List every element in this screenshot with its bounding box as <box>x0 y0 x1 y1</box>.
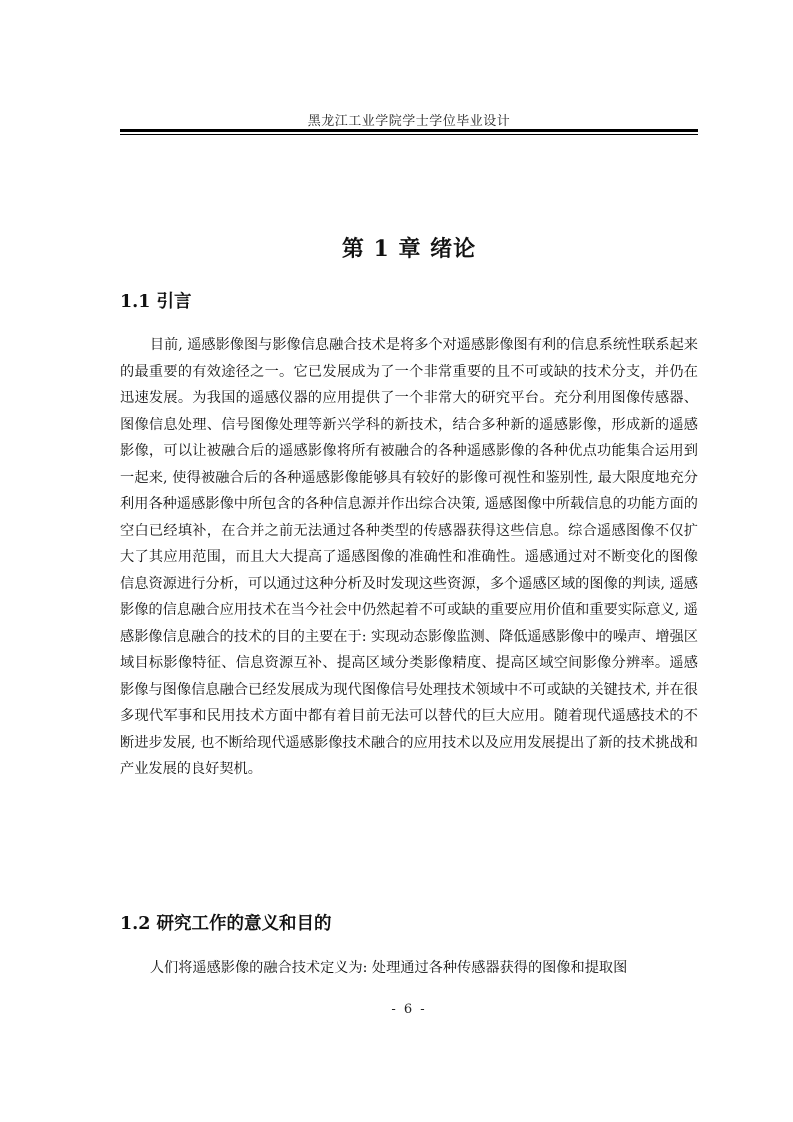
page-header: 黑龙江工业学院学士学位毕业设计 <box>307 114 511 129</box>
paragraph-significance: 人们将遥感影像的融合技术定义为: 处理通过各种传感器获得的图像和提取图 <box>149 960 628 976</box>
chapter-title: 第 1 章 绪论 <box>341 236 477 262</box>
page-number: - 6 - <box>391 1002 427 1017</box>
paragraph-intro: 目前, 遥感影像图与影像信息融合技术是将多个对遥感影像图有利的信息系统性联系起来的最重要的有效途径之一。它已发展成为了一个非常重要的且不可或缺的技术分支，并仍在迅速发展。为我国的遥感仪器的应用提供了一个非常大的研究平台。充分利用图像传感器、图像信息处理、信号图像处理等新兴学科的新技术，结合多种新的遥感影像，形成新的遥感影像，可以让被融合后的遥感影像将所有被融合的各种遥感影像的各种优点功能集合运用到一起来, 使得被融合后的各种遥感影像能够具有较好的影像可视性和鉴别性, 最大限度地充分利用各种遥感影像中所包含的各种信息源并作出综合决策, 遥感图像中所载信息的功能方面的空白已经填补，在合并之前无法通过各种类型的传感器获得这些信息。综合遥感图像不仅扩大了其应用范围，而且大大提高了遥感图像的准确性和准确性。遥感通过对不断变化的图像信息资源进行分析，可以通过这种分析及时发现这些资源，多个遥感区域的图像的判读, 遥感影像的信息融合应用技术在当今社会中仍然起着不可或缺的重要应用价值和重要实际意义, 遥感影像信息融合的技术的目的主要在于: 实现动态影像监测、降低遥感影像中的噪声、增强区域目标影像特征、信息资源互补、提高区域分类影像精度、提高区域空间影像分辨率。遥感影像与图像信息融合已经发展成为现代图像信号处理技术领域中不可或缺的关键技术, 并在很多现代军事和民用技术方面中都有着目前无法可以替代的巨大应用。随着现代遥感技术的不断进步发展, 也不断给现代遥感影像技术融合的应用技术以及应用发展提出了新的技术挑战和产业发展的良好契机。 <box>120 337 698 777</box>
header-rule-thin <box>120 134 698 135</box>
header-rule-thick <box>120 129 698 132</box>
section-heading-significance: 1.2 研究工作的意义和目的 <box>120 914 332 934</box>
section-heading-intro: 1.1 引言 <box>120 292 192 312</box>
